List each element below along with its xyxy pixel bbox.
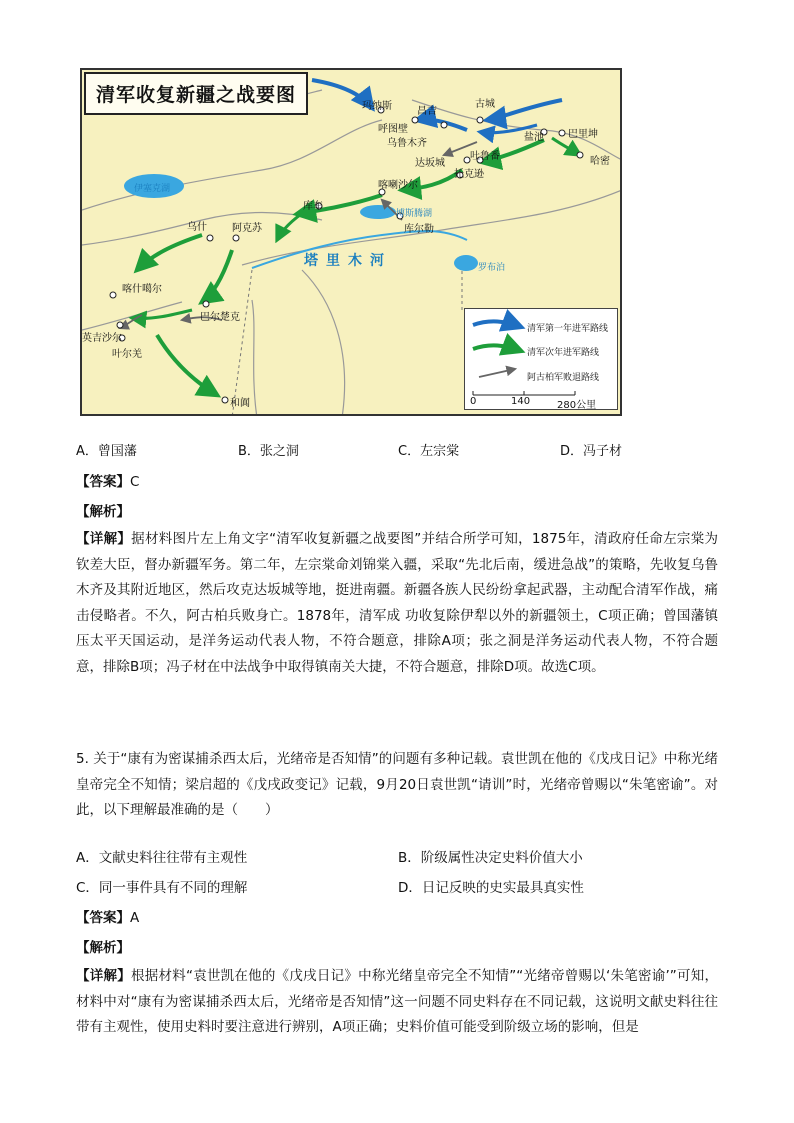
legend-retreat-swatch	[479, 369, 515, 377]
place-aksu: 阿克苏	[232, 223, 262, 234]
place-shanshan: 盐池	[524, 132, 544, 143]
place-kuqa: 库车	[303, 201, 323, 212]
lopnur-lake	[454, 255, 478, 271]
terrain-line	[82, 120, 382, 210]
place-toksun: 托克逊	[454, 169, 484, 180]
route-first-year	[487, 100, 562, 120]
place-urumqi: 乌鲁木齐	[387, 138, 427, 149]
river-label: 塔里木河	[304, 253, 392, 269]
q4-option-a: A．曾国藩	[76, 444, 137, 459]
q5-option-b: B．阶级属性决定史料价值大小	[398, 850, 583, 866]
place-changji: 昌吉	[417, 106, 437, 117]
q4-option-c: C．左宗棠	[398, 444, 460, 459]
place-yengisar: 英吉沙尔	[82, 333, 122, 344]
place-karashar: 喀喇沙尔	[378, 180, 418, 191]
q4-option-b: B．张之洞	[238, 444, 299, 459]
legend-green-swatch	[473, 345, 521, 351]
lake-lopnur-label: 罗布泊	[478, 263, 506, 273]
route-second-year	[157, 335, 217, 395]
route-second-year	[137, 235, 202, 270]
lake-bosten-label: 博斯腾湖	[396, 209, 433, 219]
scale-280: 280公里	[557, 400, 597, 411]
place-manas: 玛纳斯	[362, 101, 392, 112]
bosten-lake	[360, 205, 396, 219]
q4-detail: 【详解】据材料图片左上角文字“清军收复新疆之战要图”并结合所学可知，1875年，清政府任命左宗棠为钦差大臣，督办新疆军务。第二年，左宗棠命刘锦棠入疆，采取“先北后南，缓进急战”的策略，先收复乌鲁木齐及其附近地区，然后攻克达坂城等地，挺进南疆。新疆各族人民纷纷拿起武器，主动配合清军作战，痛击侵略者。不久，阿古柏兵败身亡。1878年，清军成 功收复除伊犁以外的新疆领土，C项正确；曾国藩镇压太平天国运动，是洋务运动代表人物，不符合题意，排除A项；张之洞是洋务运动代表人物，不符合题意，排除B项；冯子材在中法战争中取得镇南关大捷，不符合题意，排除D项。故选C项。	[76, 531, 719, 675]
place-hami: 哈密	[590, 156, 610, 167]
place-turpan: 吐鲁番	[470, 151, 500, 162]
map-figure	[80, 68, 622, 416]
place-dabancheng: 达坂城	[415, 158, 445, 169]
place-maralbexi: 巴尔楚克	[200, 312, 240, 323]
legend-blue-swatch	[473, 321, 521, 327]
place-kashgar: 喀什噶尔	[122, 284, 162, 295]
place-hutubi: 呼图壁	[378, 124, 408, 135]
place-korla: 库尔勒	[404, 224, 434, 235]
place-gucheng: 古城	[475, 99, 495, 110]
legend-first-year: 清军第一年进军路线	[527, 324, 609, 334]
map-legend	[464, 308, 618, 410]
place-uqturpan: 乌什	[187, 222, 207, 233]
q5-analysis-label: 【解析】	[76, 940, 130, 956]
q4-answer: 【答案】C	[76, 474, 140, 490]
terrain-line	[252, 300, 257, 416]
place-yarkand: 叶尔羌	[112, 349, 142, 360]
q4-option-d: D．冯子材	[560, 444, 623, 459]
route-second-year	[552, 138, 580, 155]
legend-retreat: 阿古柏军败退路线	[527, 373, 600, 383]
scale-0: 0	[470, 396, 477, 407]
q4-analysis-label: 【解析】	[76, 504, 130, 520]
q5-option-a: A．文献史料往往带有主观性	[76, 850, 248, 866]
q5-stem: 5. 关于“康有为密谋捕杀西太后，光绪帝是否知情”的问题有多种记载。袁世凯在他的《戊戌日记》中称光绪皇帝完全不知情；梁启超的《戊戌政变记》记载，9月20日袁世凯“请训”时，光绪帝曾赐以“朱笔密谕”。对此，以下理解最准确的是（ ）	[76, 751, 718, 818]
place-hotan: 和阗	[230, 398, 250, 409]
terrain-line	[302, 270, 345, 416]
q5-option-c: C．同一事件具有不同的理解	[76, 880, 248, 896]
route-second-year	[202, 250, 232, 302]
q5-detail: 【详解】根据材料“袁世凯在他的《戊戌日记》中称光绪皇帝完全不知情”“光绪帝曾赐以‘朱笔密谕’”可知，材料中对“康有为密谋捕杀西太后，光绪帝是否知情”这一问题不同史料存在不同记载，这说明文献史料往往带有主观性，使用史料时要注意进行辨别，A项正确；史料价值可能受到阶级立场的影响，但是	[76, 968, 719, 1035]
q5-option-d: D．日记反映的史实最具真实性	[398, 880, 584, 896]
scale-140: 140	[511, 396, 531, 407]
q5-answer: 【答案】A	[76, 910, 140, 926]
legend-second-year: 清军次年进军路线	[527, 348, 600, 358]
map-title: 清军收复新疆之战要图	[84, 72, 308, 115]
place-barkol: 巴里坤	[568, 129, 598, 140]
lake-issyk-label: 伊塞克湖	[134, 184, 171, 194]
